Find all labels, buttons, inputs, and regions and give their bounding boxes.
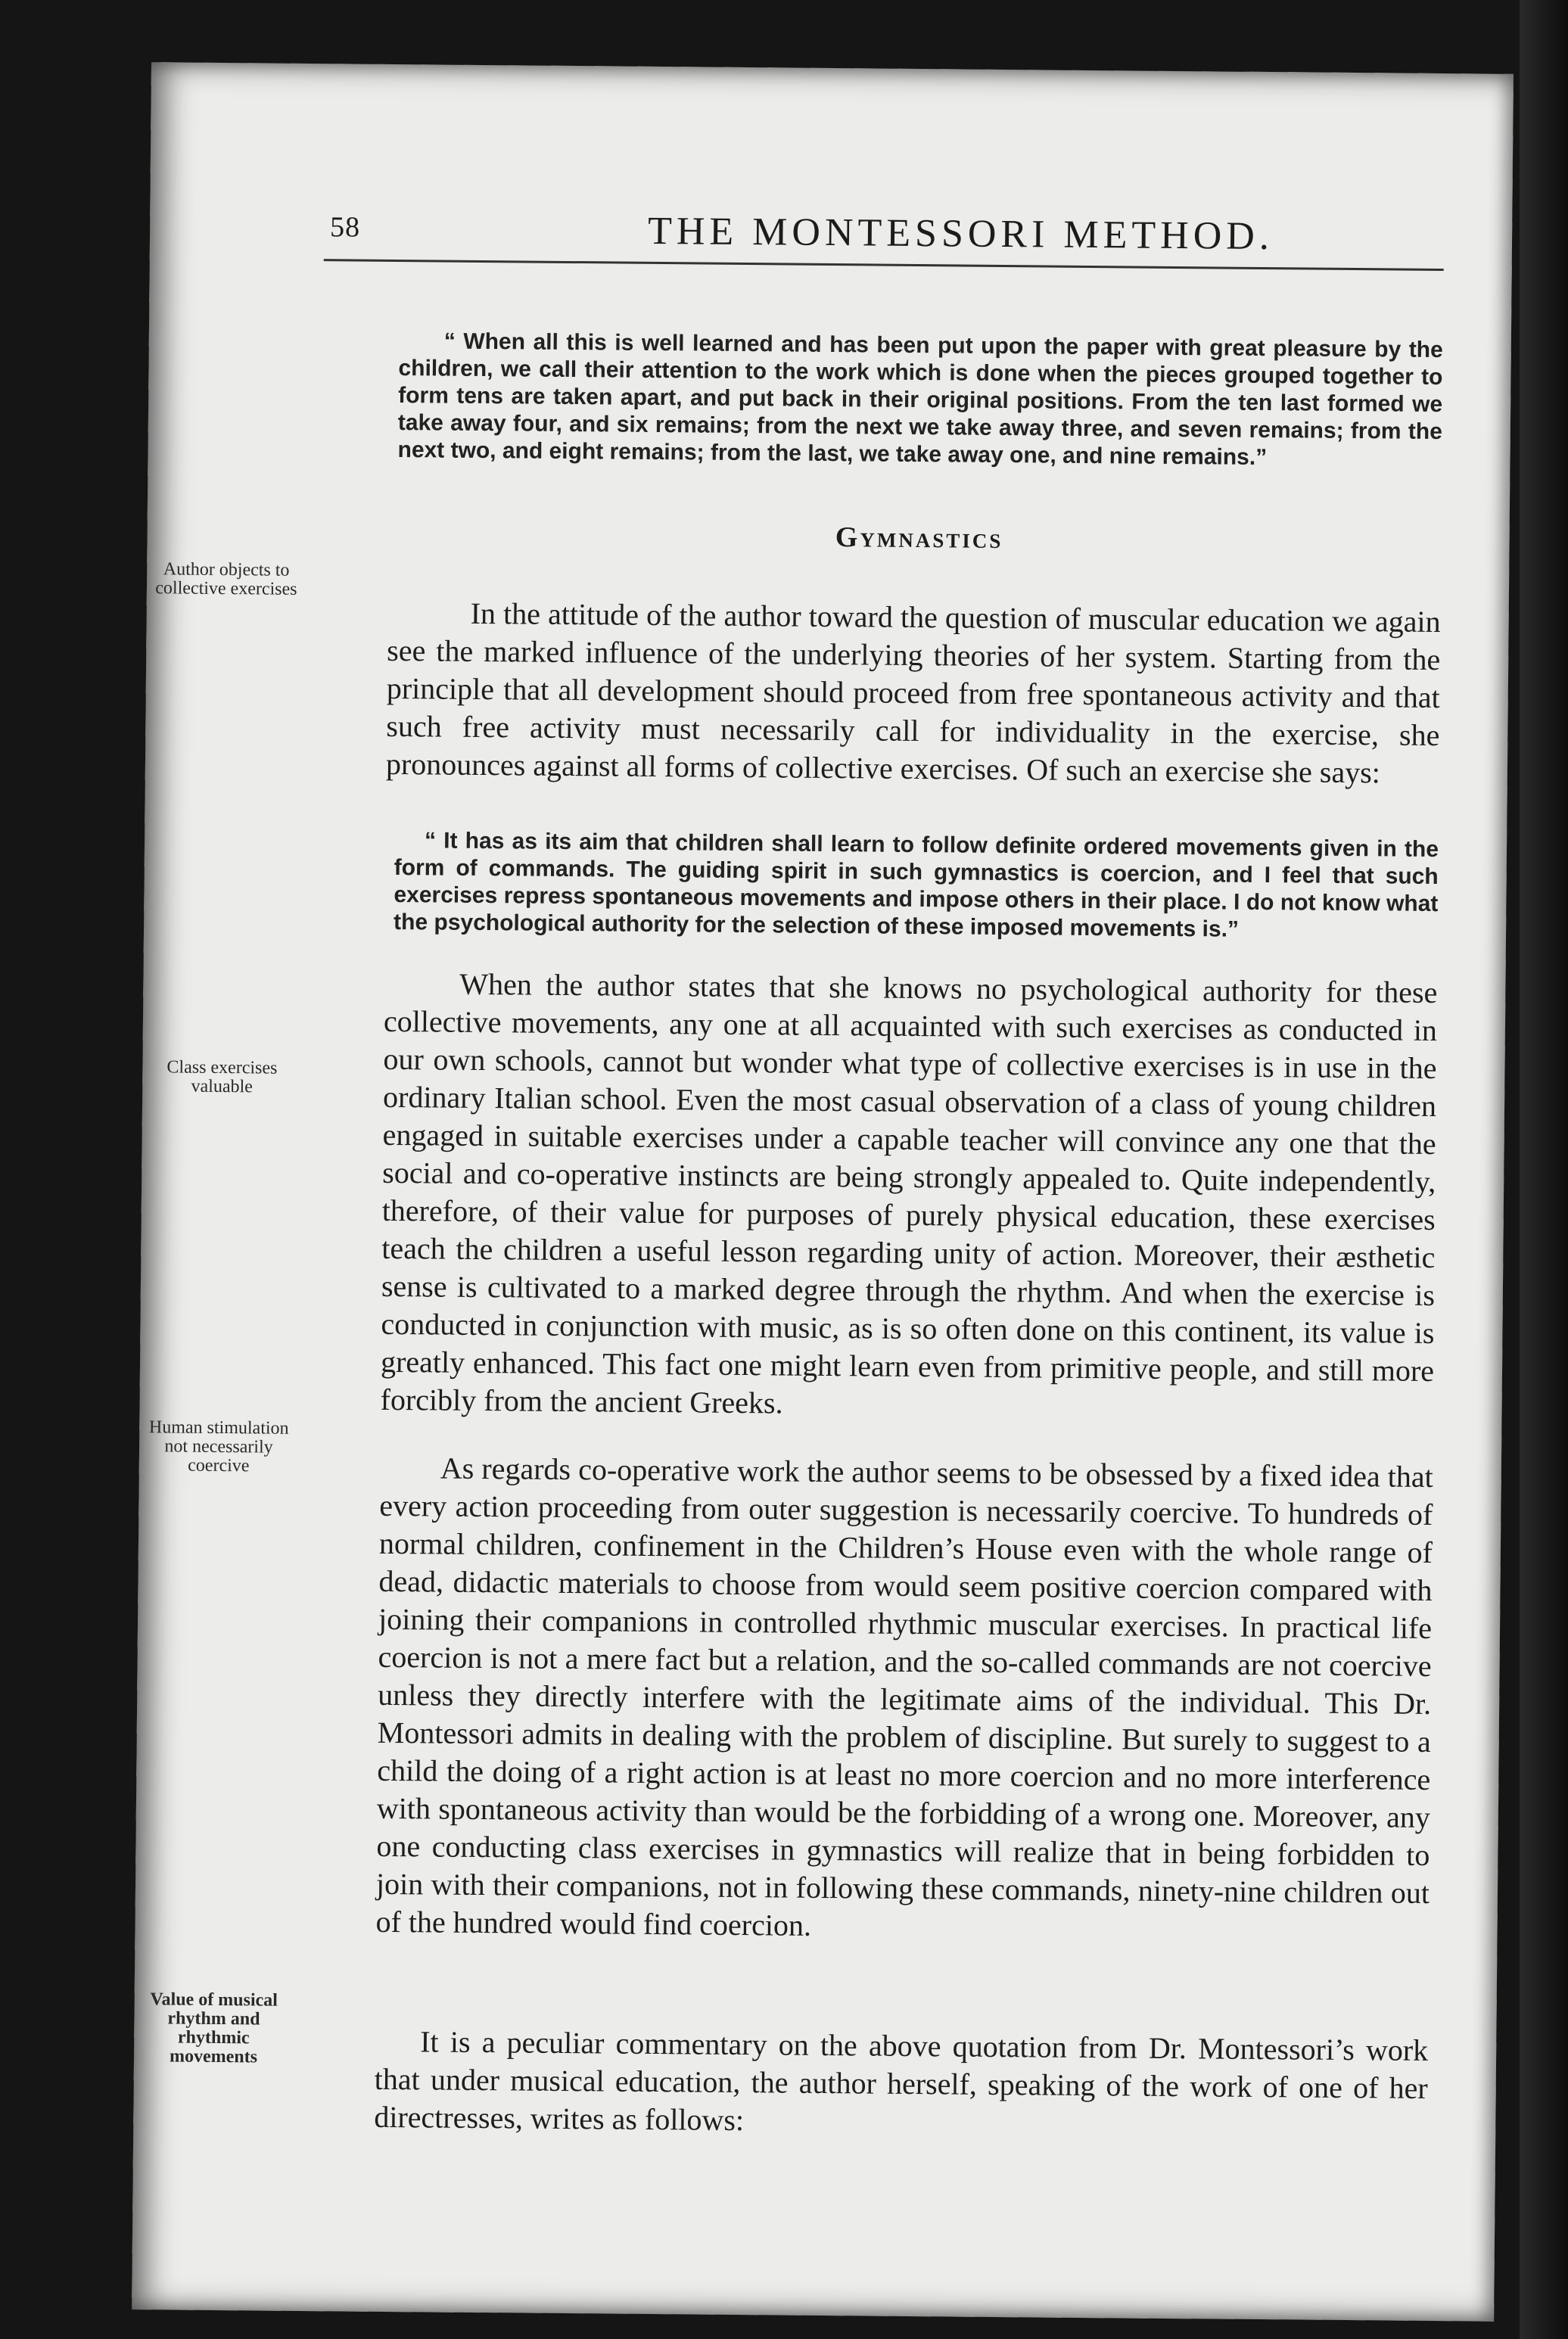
- paragraph-musical-education: It is a peculiar commentary on the above quotation from Dr. Montessori’s work that under musical education, the author herself, speaking of the work of one of her directresses, writes as follows:: [374, 2024, 1429, 2138]
- book-page: [132, 62, 1514, 2322]
- block-quote-counting: “ When all this is well learned and has been put upon the paper with great pleasure by the children, we call their attention to the work which is done when the pieces grouped together to form tens are taken apart, and put back in their original positions. From the ten last formed we take away four, and six remains; from the next we take away three, and seven remains; from the next two, and eight remains; from the last, we take away one, and nine remains.”: [397, 328, 1443, 471]
- block-quote-coercion: “ It has as its aim that children shall learn to follow definite ordered movements given in the form of commands. The guiding spirit in such gymnastics is coercion, and I feel that such exercises repress spontaneous movements and impose others in their place. I do not know what the psychological authority for the selection of these imposed movements is.”: [393, 828, 1439, 942]
- paragraph-collective-movements: When the author states that she knows no psychological authority for these collective movements, any one at all acquainted with such exercises as conducted in our own schools, cannot but wonder what type of collective exercises is in use in the ordinary Italian school. Even the most casual observation of a class of young children engaged in suitable exercises under a capable teacher will convince any one that the social and co-operative instincts are being strongly appealed to. Quite independently, therefore, of their value for purposes of purely physical education, these exercises teach the children a useful lesson regarding unity of action. Moreover, their æsthetic sense is cultivated to a marked degree through the rhythm. And when the exercise is conducted in conjunction with music, as is so often done on this continent, its value is greatly enhanced. This fact one might learn even from primitive people, and still more forcibly from the ancient Greeks.: [380, 966, 1438, 1420]
- margin-note-class-exercises: Class exercises valuable: [166, 1057, 278, 1097]
- paragraph-co-operative-work: As regards co-operative work the author seems to be obsessed by a fixed idea that every action proceeding from outer suggestion is necessarily coercive. To hundreds of normal children, confinement in the Children’s House even with the whole range of dead, didactic materials to choose from would seem positive coercion compared with joining their companions in controlled rhythmic muscular exercises. In practical life coercion is not a mere fact but a relation, and the so-called commands are not coercive unless they directly interfere with the legitimate aims of the individual. This Dr. Montessori admits in dealing with the problem of discipline. But surely to suggest to a child the doing of a right action is at least no more coercion and no more interference with spontaneous activity than would be the forbidding of a wrong one. Moreover, any one conducting class exercises in gymnastics will realize that in being forbidden to join with their companions, not in following these commands, ninety-nine children out of the hundred would find coercion.: [375, 1451, 1433, 1942]
- running-header: [330, 206, 1443, 269]
- paragraph-muscular-education: In the attitude of the author toward the question of muscular education we again see the marked influence of the underlying theories of her system. Starting from the principle that all development should proceed from free spontaneous activity and that such free activity must necessarily call for individuality in the exercise, she pronounces against all forms of collective exercises. Of such an exercise she says:: [385, 596, 1441, 790]
- margin-note-musical-rhythm: Value of musical rhythm and rhythmic movements: [150, 1989, 278, 2067]
- section-heading: Gymnastics: [835, 521, 1003, 555]
- book-spine: [1520, 0, 1568, 2339]
- page-number: 58: [329, 211, 361, 244]
- margin-note-human-stimulation: Human stimulation not necessarily coercive: [148, 1417, 289, 1476]
- running-title: THE MONTESSORI METHOD.: [647, 209, 1274, 259]
- margin-note-collective-exercises: Author objects to collective exercises: [155, 559, 297, 599]
